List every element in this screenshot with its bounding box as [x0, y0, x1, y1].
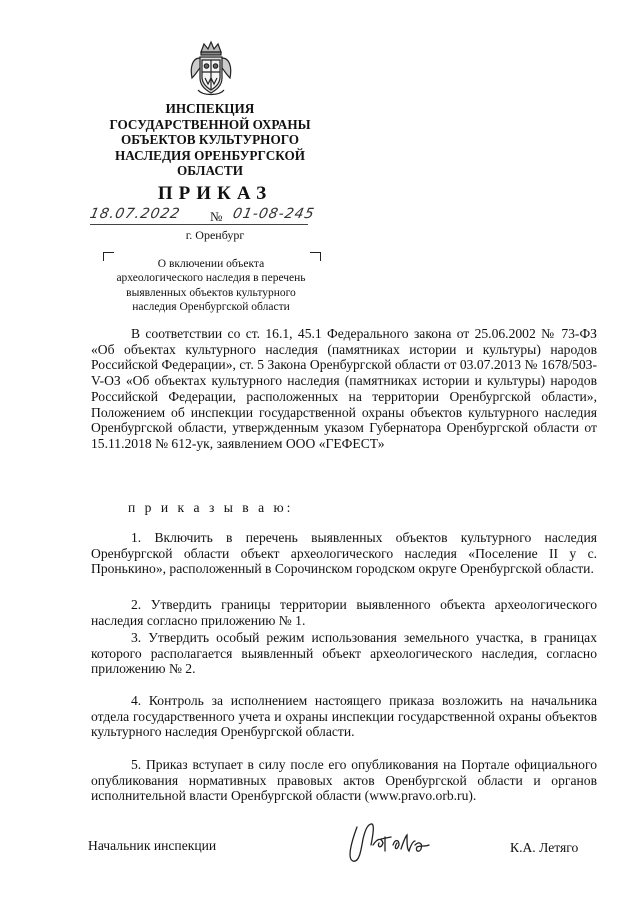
order-subject: О включении объекта археологического наследия в перечень выявленных объектов культурного наследия Оренбургской области [116, 258, 306, 313]
document-type-title: ПРИКАЗ [157, 183, 273, 204]
order-item-1: 1. Включить в перечень выявленных объектов культурного наследия Оренбургской области объект археологического наследия «Поселение II у с. Пронькино», расположенный в Сорочинском городском округе Оренбургской области. [91, 530, 597, 577]
document-number: 01-08-245 [231, 206, 317, 222]
handwritten-signature [343, 815, 435, 870]
order-item-3: 3. Утвердить особый режим использования земельного участка, в границах которого располагается выявленный объект археологического наследия, согласно приложению № 2. [91, 630, 597, 677]
date-underline [90, 224, 308, 225]
preamble-paragraph: В соответствии со ст. 16.1, 45.1 Федерального закона от 25.06.2002 № 73-ФЗ «Об объектах культурного наследия (памятниках истории и культуры) народов Российской Федерации», ст. 5 Закона Оренбургской области от 03.07.2013 № 1678/503-V-ОЗ «Об объектах культурного наследия (памятниках истории и культуры) народов Российской Федерации, расположенных на территории Оренбургской области», Положением об инспекции государственной охраны объектов культурного наследия Оренбургской области, утвержденным указом Губернатора Оренбургской области от 15.11.2018 № 612-ук, заявлением ООО «ГЕФЕСТ» [91, 326, 597, 451]
date-number-line [88, 206, 348, 228]
signatory-title: Начальник инспекции [88, 838, 217, 853]
city: г. Оренбург [185, 228, 245, 242]
document-date: 18.07.2022 [88, 206, 182, 222]
number-sign: № [210, 209, 223, 224]
order-item-5: 5. Приказ вступает в силу после его опубликования на Портале официального опубликования нормативных правовых актов Оренбургской области и органов исполнительной власти Оренбургской области (www.pravo.orb.ru). [91, 757, 597, 804]
organization-name: ИНСПЕКЦИЯ ГОСУДАРСТВЕННОЙ ОХРАНЫ ОБЪЕКТОВ КУЛЬТУРНОГО НАСЛЕДИЯ ОРЕНБУРГСКОЙ ОБЛАСТИ [109, 101, 311, 179]
order-item-4: 4. Контроль за исполнением настоящего приказа возложить на начальника отдела государственного учета и охраны инспекции государственной охраны объектов культурного наследия Оренбургской области. [91, 693, 597, 740]
coat-of-arms-emblem [188, 40, 234, 98]
order-item-2: 2. Утвердить границы территории выявленного объекта археологического наследия согласно приложению № 1. [91, 597, 597, 628]
signatory-name: К.А. Летяго [510, 840, 579, 855]
order-word: п р и к а з ы в а ю: [128, 500, 294, 515]
